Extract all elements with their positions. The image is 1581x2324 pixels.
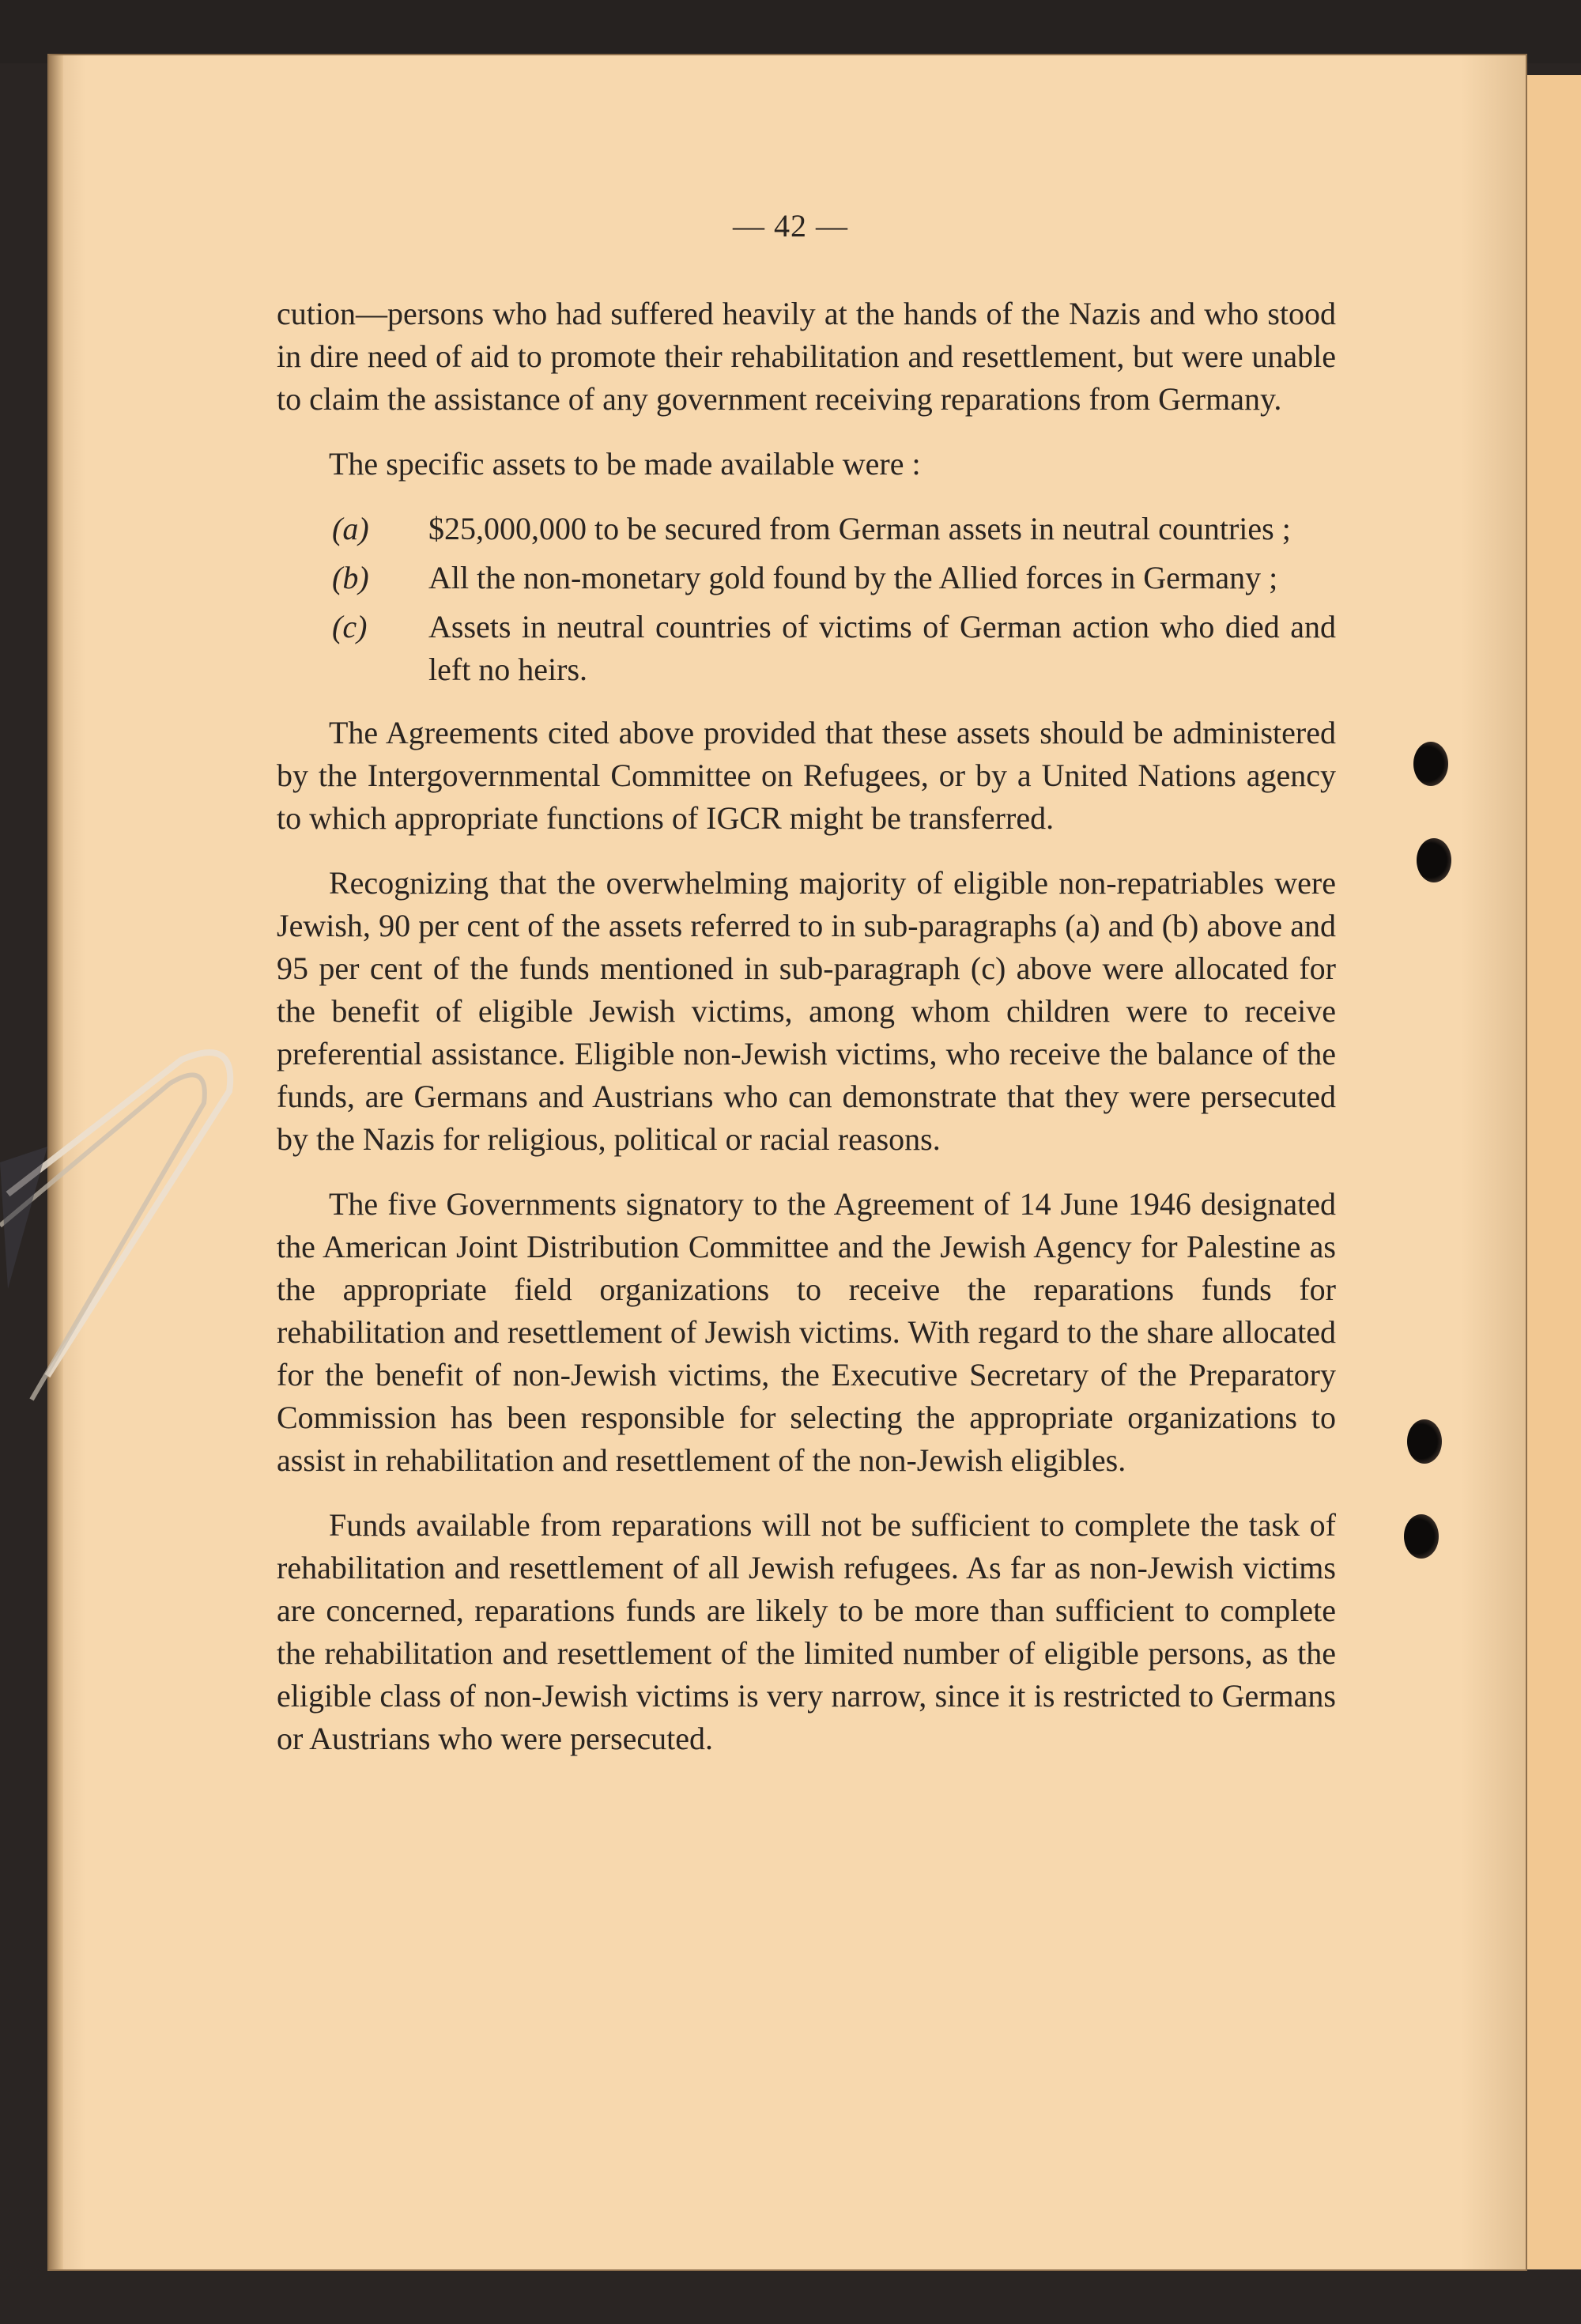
paragraph-funds: Funds available from reparations will not be sufficient to complete the task of rehabilitation and resettlement of all Jewish refugees. As far as non-Jewish victims are concerned, reparations funds are likely to be more than sufficient to complete the rehabilitation and resettlement of the limited number of eligible persons, as the eligible class of non-Jewish victims is very narrow, since it is restricted to Germans or Austrians who were persecuted. xyxy=(277,1507,1336,1756)
list-item-text: $25,000,000 to be secured from German assets in neutral countries ; xyxy=(428,511,1291,546)
binding-hole xyxy=(1407,1419,1442,1464)
assets-list-wrap xyxy=(229,508,1336,691)
list-item-text: All the non-monetary gold found by the Allied forces in Germany ; xyxy=(428,560,1278,595)
paragraph-continuation: cution—persons who had suffered heavily at the hands of the Nazis and who stood in dire need of aid to promote their rehabilitation and resettlement, but were unable to claim the assistance of any government receiving reparations from Germany. xyxy=(277,296,1336,417)
list-item-text: Assets in neutral countries of victims of German action who died and left no heirs. xyxy=(428,609,1336,687)
paragraph-assets-intro: The specific assets to be made available were : xyxy=(329,446,921,482)
list-item-label: (a) xyxy=(332,511,369,546)
list-item-label: (c) xyxy=(332,609,368,644)
paperclip-icon xyxy=(0,1028,253,1408)
list-item-label: (b) xyxy=(332,560,369,595)
list-item xyxy=(229,606,1336,691)
paragraph-governments: The five Governments signatory to the Agreement of 14 June 1946 designated the American Joint Distribution Committee and the Jewish Agency for Palestine as the appropriate field organizations to receive the reparations funds for rehabilitation and resettlement of Jewish victims. With regard to the share allocated for the benefit of non-Jewish victims, the Executive Secretary of the Preparatory Commission has been responsible for selecting the appropriate organizations to assist in rehabilitation and resettlement of the non-Jewish eligibles. xyxy=(277,1186,1336,1478)
page-body xyxy=(277,293,1336,1782)
binding-hole xyxy=(1413,742,1448,786)
backdrop xyxy=(0,0,1581,63)
list-item xyxy=(229,557,1336,599)
page-number: — 42 — xyxy=(733,208,848,244)
binding-hole xyxy=(1417,838,1451,882)
binding-hole xyxy=(1404,1514,1439,1559)
paragraph-allocation: Recognizing that the overwhelming majority of eligible non-repatriables were Jewish, 90 per cent of the assets referred to in sub-paragraphs (a) and (b) above and 95 per cent of the funds mentioned in sub-paragraph (c) above were allocated for the benefit of eligible Jewish victims, among whom children were to receive preferential assistance. Eligible non-Jewish victims, who receive the balance of the funds, are Germans and Austrians who can demonstrate that they were persecuted by the Nazis for religious, political or racial reasons. xyxy=(277,865,1336,1157)
assets-list xyxy=(229,508,1336,691)
paragraph-agreements: The Agreements cited above provided that these assets should be administered by the Intergovernmental Committee on Refugees, or by a United Nations agency to which appropriate functions of IGCR might be transferred. xyxy=(277,715,1336,836)
list-item xyxy=(229,508,1336,550)
